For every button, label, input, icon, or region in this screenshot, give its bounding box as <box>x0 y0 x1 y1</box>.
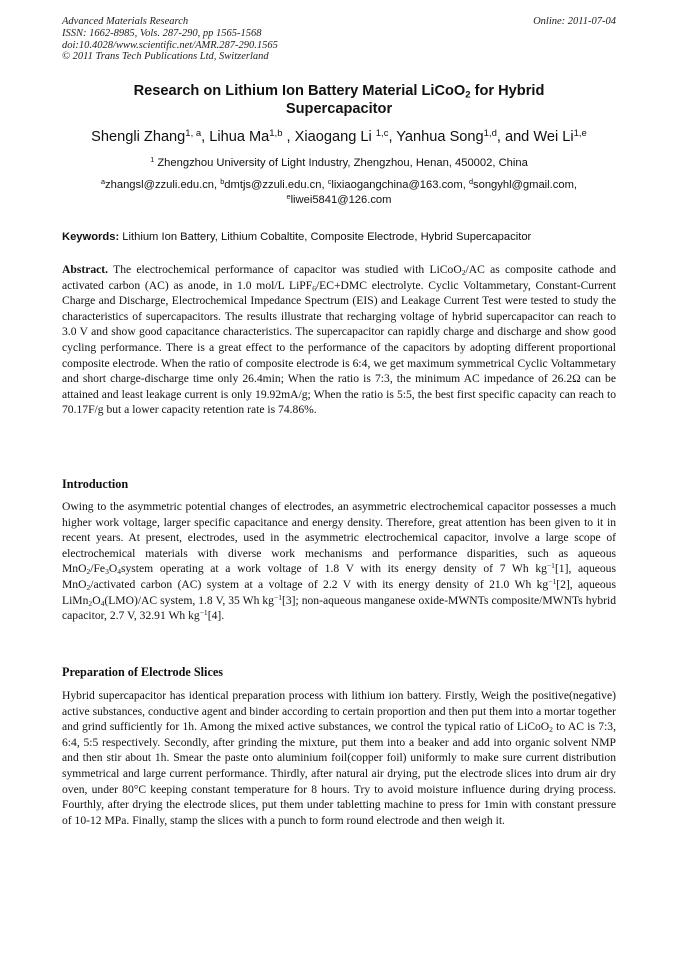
title-subscript: 2 <box>465 89 471 101</box>
issn-line: ISSN: 1662-8985, Vols. 287-290, pp 1565-1568 <box>62 27 262 39</box>
journal-header <box>62 16 616 63</box>
chem-subscript: 3 <box>105 567 109 577</box>
keywords-line <box>62 230 616 244</box>
abstract-text: /EC+DMC electrolyte. Cyclic Voltammetary, Constant-Current Charge and Discharge, Electrochemical Impedance Spectrum (EIS) and Leakage Current Test were tested to study the characteristics of supercapacitors. The results illustrate that recharging voltage of hybrid supercapacitor can reach to 3.0 V and show good capacitance characteristics. The supercapacitor can rapidly charge and discharge and show good cycling performance. There is a great effect to the performance of the capacitors by adopting different proportional composite electrode. When the ratio of composite electrode is 6:4, we get maximum symmetrical Cyclic Voltammetary and short charge-discharge time only 26.4min; When the ratio is 7:3, the minimum AC impedance of 26.2Ω can be attained and least leakage current is only 19.92mA/g; When the ratio is 5:5, the best first specific capacity can reach to 70.17F/g but a lower capacity retention rate is 74.86%. <box>62 278 616 417</box>
chem-subscript: 2 <box>86 567 91 577</box>
doi-line: doi:10.4028/www.scientific.net/AMR.287-290.1565 <box>62 39 278 51</box>
unit-superscript: −1 <box>273 592 282 602</box>
email-address: songyhl@gmail.com, <box>473 179 578 191</box>
keywords-label: Keywords: <box>62 231 120 243</box>
email-superscript: e <box>286 192 291 201</box>
email-address: zhangsl@zzuli.edu.cn, <box>105 179 221 191</box>
author-superscript: 1,d <box>483 127 497 139</box>
author-superscript: 1,c <box>375 127 389 139</box>
email-superscript: a <box>100 177 106 186</box>
title-part: for Hybrid <box>470 83 545 99</box>
preparation-paragraph <box>62 688 616 828</box>
intro-text: O <box>108 562 118 576</box>
abstract-paragraph <box>62 262 616 418</box>
chem-subscript: 2 <box>461 267 466 277</box>
chem-subscript: 2 <box>88 598 93 608</box>
email-superscript: c <box>327 177 332 186</box>
intro-text: Owing to the asymmetric potential changes of electrodes, an asymmetric electrochemical capacitor possesses a much higher work voltage, larger specific capacitance and energy density. Therefore, great attention has been given to it in recent years. At present, electrodes, used in the asymmetric electrochemical capacitor, involve a large scope of electrochemical materials with diverse work mechanisms and performance disparities, such as aqueous MnO <box>62 500 616 576</box>
prep-text: Hybrid supercapacitor has identical preparation process with lithium ion battery. Firstly, Weigh the positive(negative) active substances, conductive agent and binder according to certain proportion and then put them into a mortar together and grind sufficiently for 1h. Among the mixed active substances, we control the typical ratio of LiCoO <box>62 689 616 734</box>
keywords-text: Lithium Ion Battery, Lithium Cobaltite, Composite Electrode, Hybrid Supercapacitor <box>119 231 532 243</box>
email-superscript: d <box>468 177 473 186</box>
intro-text: /Fe <box>90 562 106 576</box>
abstract-text: /AC as composite cathode and activated carbon (AC) as anode, in 1.0 mol/L LiPF <box>62 263 616 292</box>
author-name: Shengli Zhang <box>91 129 186 145</box>
intro-text: [4]. <box>207 609 225 623</box>
abstract-text: The electrochemical performance of capacitor was studied with LiCoO <box>108 263 462 276</box>
preparation-heading: Preparation of Electrode Slices <box>62 665 224 679</box>
title-part: Research on Lithium Ion Battery Material LiCoO <box>133 83 466 99</box>
chem-subscript: 2 <box>86 582 91 592</box>
author-emails <box>62 178 616 208</box>
introduction-heading: Introduction <box>62 477 129 491</box>
email-address: lixiaogangchina@163.com, <box>331 179 469 191</box>
author-superscript: 1,e <box>573 127 587 139</box>
author-list <box>62 128 616 146</box>
affiliation-superscript: 1 <box>150 155 155 164</box>
intro-text: system operating at a work voltage of 1.8 V with its energy density of 7 Wh kg <box>120 562 547 576</box>
intro-text: [2], aqueous LiMn <box>62 577 616 607</box>
intro-text: O <box>92 593 101 607</box>
intro-text: [1], aqueous MnO <box>62 562 616 591</box>
chem-subscript: 4 <box>100 598 105 608</box>
journal-name: Advanced Materials Research <box>62 16 189 27</box>
copyright-line: © 2011 Trans Tech Publications Ltd, Switzerland <box>62 51 269 63</box>
email-address: liwei5841@126.com <box>290 194 392 206</box>
intro-text: /activated carbon (AC) system at a voltage of 2.2 V with its energy density of 21.0 Wh kg <box>90 577 549 591</box>
chem-subscript: 6 <box>312 283 316 293</box>
author-name: , Yanhua Song <box>388 129 484 145</box>
intro-text: (LMO)/AC system, 1.8 V, 35 Wh kg <box>104 593 274 607</box>
affiliation-text: Zhengzhou University of Light Industry, Zhengzhou, Henan, 450002, China <box>154 157 528 169</box>
paper-title <box>62 82 616 118</box>
author-name: , Xiaogang Li <box>282 129 376 145</box>
author-name: , Lihua Ma <box>201 129 270 145</box>
title-line-2: Supercapacitor <box>285 101 393 117</box>
author-superscript: 1, a <box>185 127 202 139</box>
email-address: dmtjs@zzuli.edu.cn, <box>224 179 328 191</box>
email-superscript: b <box>220 177 225 186</box>
chem-subscript: 2 <box>549 725 553 735</box>
chem-subscript: 4 <box>117 567 121 577</box>
intro-text: [3]; non-aqueous manganese oxide-MWNTs composite/MWNTs hybrid capacitor, 2.7 V, 32.91 Wh kg <box>62 593 616 623</box>
prep-text: to AC is 7:3, 6:4, 5:5 respectively. Secondly, after grinding the mixture, put them into a beaker and add into organic solvent NMP and then stir about 1h. Smear the paste onto aluminium foil(copper foil) uniformly to make sure current distribution symmetrical and large current performance. Thirdly, after natural air drying, put the electrode slices into drum air dry oven, under 80°C keeping constant temperature for 8 hours. Try to avoid moisture influence during drying process. Fourthly, after drying the electrode slices, put them under tabletting machine to press for 1min with constant pressure of 10-12 MPa. Finally, stamp the slices with a punch to form round electrode and then weigh it. <box>62 720 616 827</box>
author-superscript: 1,b <box>269 127 283 139</box>
introduction-paragraph <box>62 499 616 624</box>
unit-superscript: −1 <box>548 576 557 586</box>
affiliation <box>62 156 616 170</box>
unit-superscript: −1 <box>546 561 555 571</box>
abstract-label: Abstract. <box>62 263 109 276</box>
author-name: , and Wei Li <box>496 129 574 145</box>
unit-superscript: −1 <box>199 608 208 618</box>
online-date: Online: 2011-07-04 <box>533 16 616 27</box>
